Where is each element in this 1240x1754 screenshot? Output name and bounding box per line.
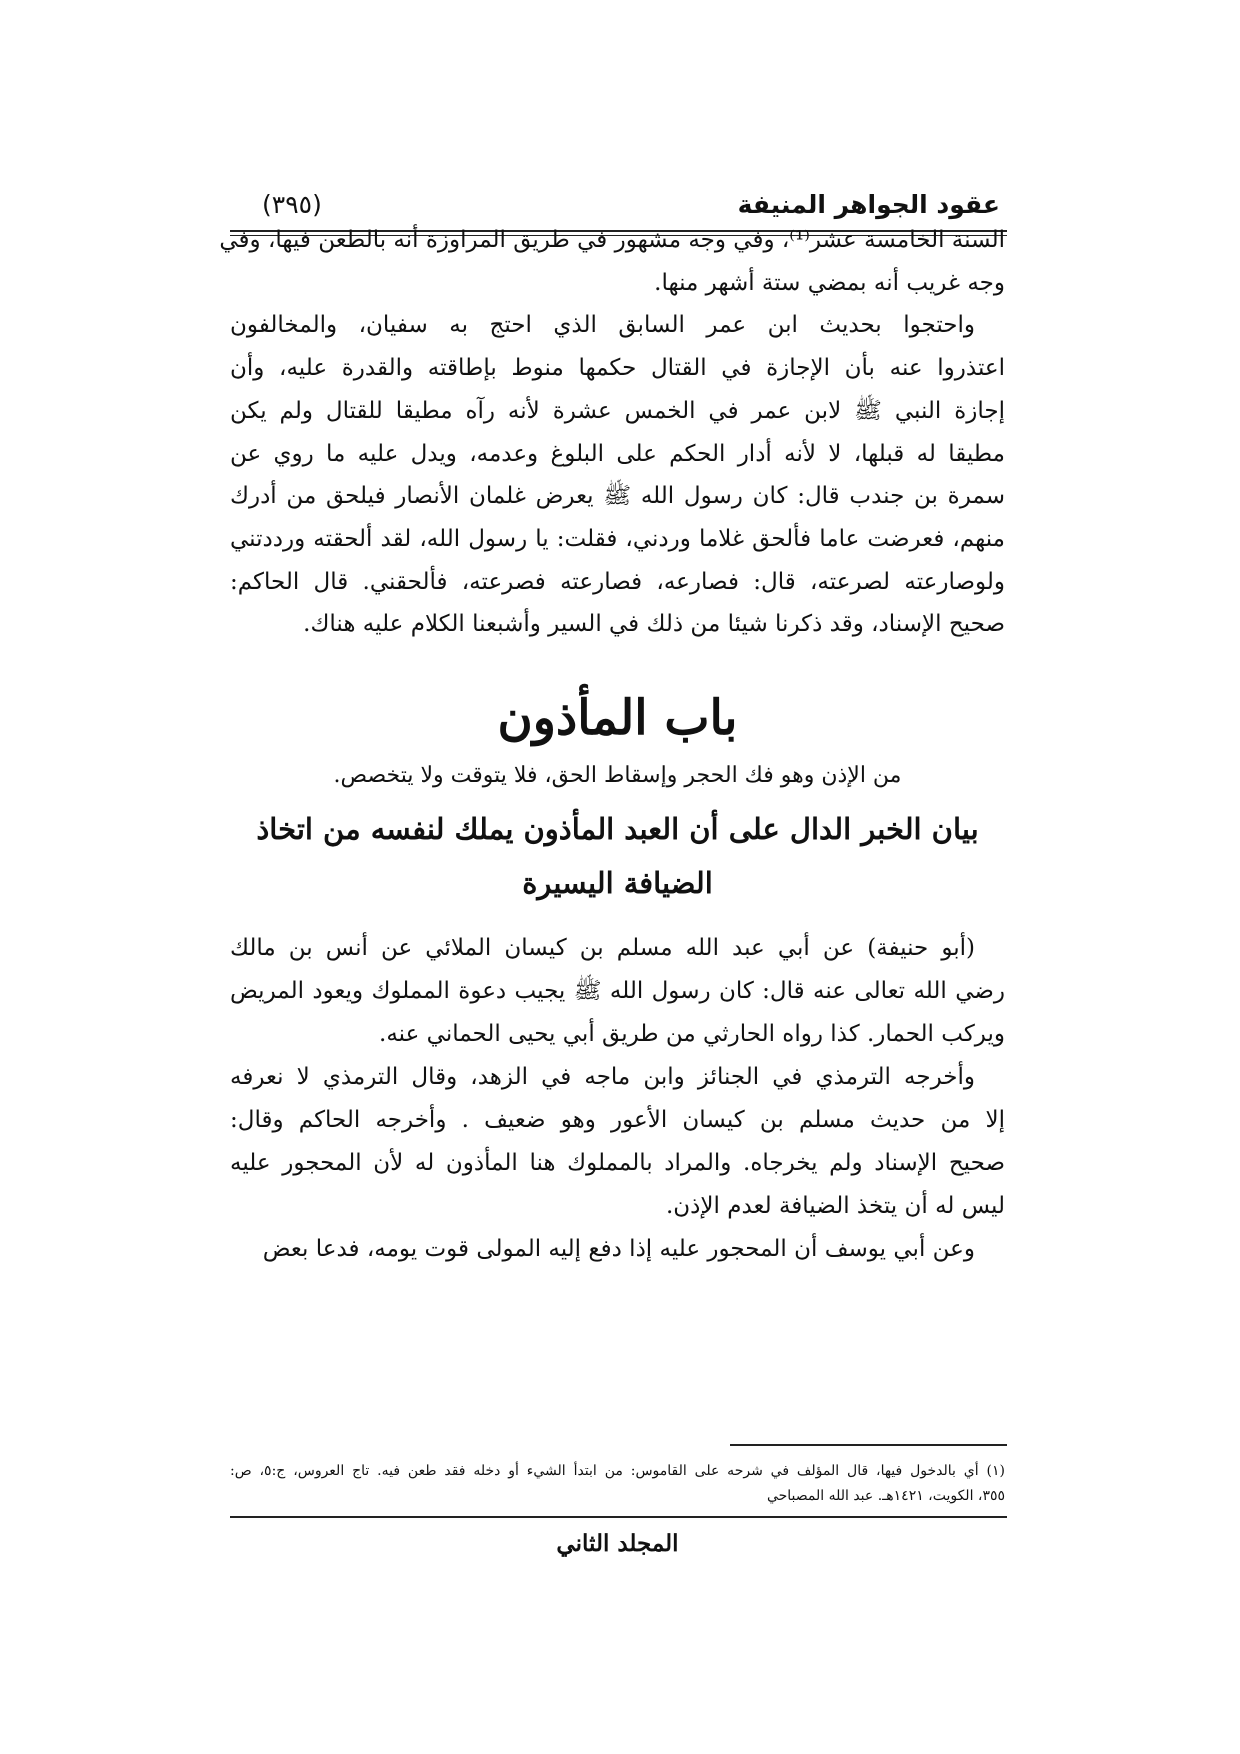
text-line: سمرة بن جندب قال: كان رسول الله ﷺ يعرض غلمان الأنصار فيلحق من أدرك <box>230 483 1005 510</box>
section-heading-line-2: الضيافة اليسيرة <box>522 866 713 900</box>
text-line: منهم، فعرضت عاما فألحق غلاما وردني، فقلت: يا رسول الله، لقد ألحقته ورددتني <box>230 525 1005 552</box>
text-line: اعتذروا عنه بأن الإجازة في القتال حكمها منوط بإطاقته والقدرة عليه، وأن <box>230 355 1005 382</box>
section-heading-line-1: بيان الخبر الدال على أن العبد المأذون يملك لنفسه من اتخاذ <box>256 812 979 846</box>
text-line: ولوصارعته لصرعته، قال: فصارعه، فصارعته فصرعته، فألحقني. قال الحاكم: <box>230 568 1005 595</box>
footnote-line-1: (١) أي بالدخول فيها، قال المؤلف في شرحه على القاموس: من ابتدأ الشيء أو دخله فقد طعن فيه. تاج العروس، ج:٥، ص: <box>230 1463 1005 1479</box>
footnote-separator <box>730 1444 1007 1446</box>
text-line: إلا من حديث مسلم بن كيسان الأعور وهو ضعيف . وأخرجه الحاكم وقال: <box>230 1107 1005 1133</box>
text-line: وجه غريب أنه بمضي ستة أشهر منها. <box>654 269 1005 296</box>
text-line: ليس له أن يتخذ الضيافة لعدم الإذن. <box>665 1193 1005 1219</box>
text-line: وعن أبي يوسف أن المحجور عليه إذا دفع إليه المولى قوت يومه، فدعا بعض <box>262 1236 975 1262</box>
text-line: مطيقا له قبلها، لا لأنه أدار الحكم على البلوغ وعدمه، ويدل عليه ما روي عن <box>230 440 1005 467</box>
text-line: ويركب الحمار. كذا رواه الحارثي من طريق أبي يحيى الحماني عنه. <box>379 1021 1005 1047</box>
text-line: صحيح الإسناد ولم يخرجاه. والمراد بالمملوك هنا المأذون له لأن المحجور عليه <box>230 1150 1005 1176</box>
footer-rule <box>230 1516 1007 1518</box>
text-line: صحيح الإسناد، وقد ذكرنا شيئا من ذلك في السير وأشبعنا الكلام عليه هناك. <box>303 611 1005 638</box>
text-line: السنة الخامسة عشر⁽¹⁾، وفي وجه مشهور في طريق المراوزة أنه بالطعن فيها، وفي <box>219 227 1005 253</box>
text-line: واحتجوا بحديث ابن عمر السابق الذي احتج به سفيان، والمخالفون <box>230 312 975 339</box>
text-line: وأخرجه الترمذي في الجنائز وابن ماجه في الزهد، وقال الترمذي لا نعرفه <box>230 1064 975 1090</box>
text-line: (أبو حنيفة) عن أبي عبد الله مسلم بن كيسان الملائي عن أنس بن مالك <box>230 935 975 961</box>
footnote-line-2: ٣٥٥، الكويت، ١٤٢١هـ. عبد الله المصباحي <box>766 1488 1005 1504</box>
chapter-intro: من الإذن وهو فك الحجر وإسقاط الحق، فلا يتوقت ولا يتخصص. <box>333 763 902 788</box>
volume-label: المجلد الثاني <box>556 1530 679 1557</box>
text-line: إجازة النبي ﷺ لابن عمر في الخمس عشرة لأنه رآه مطيقا للقتال ولم يكن <box>230 397 1005 424</box>
text-line: رضي الله تعالى عنه قال: كان رسول الله ﷺ يجيب دعوة المملوك ويعود المريض <box>230 978 1005 1004</box>
page-number: (٣٩٥) <box>262 190 322 219</box>
chapter-title: باب المأذون <box>497 690 738 746</box>
book-title: عقود الجواهر المنيفة <box>737 190 1000 219</box>
